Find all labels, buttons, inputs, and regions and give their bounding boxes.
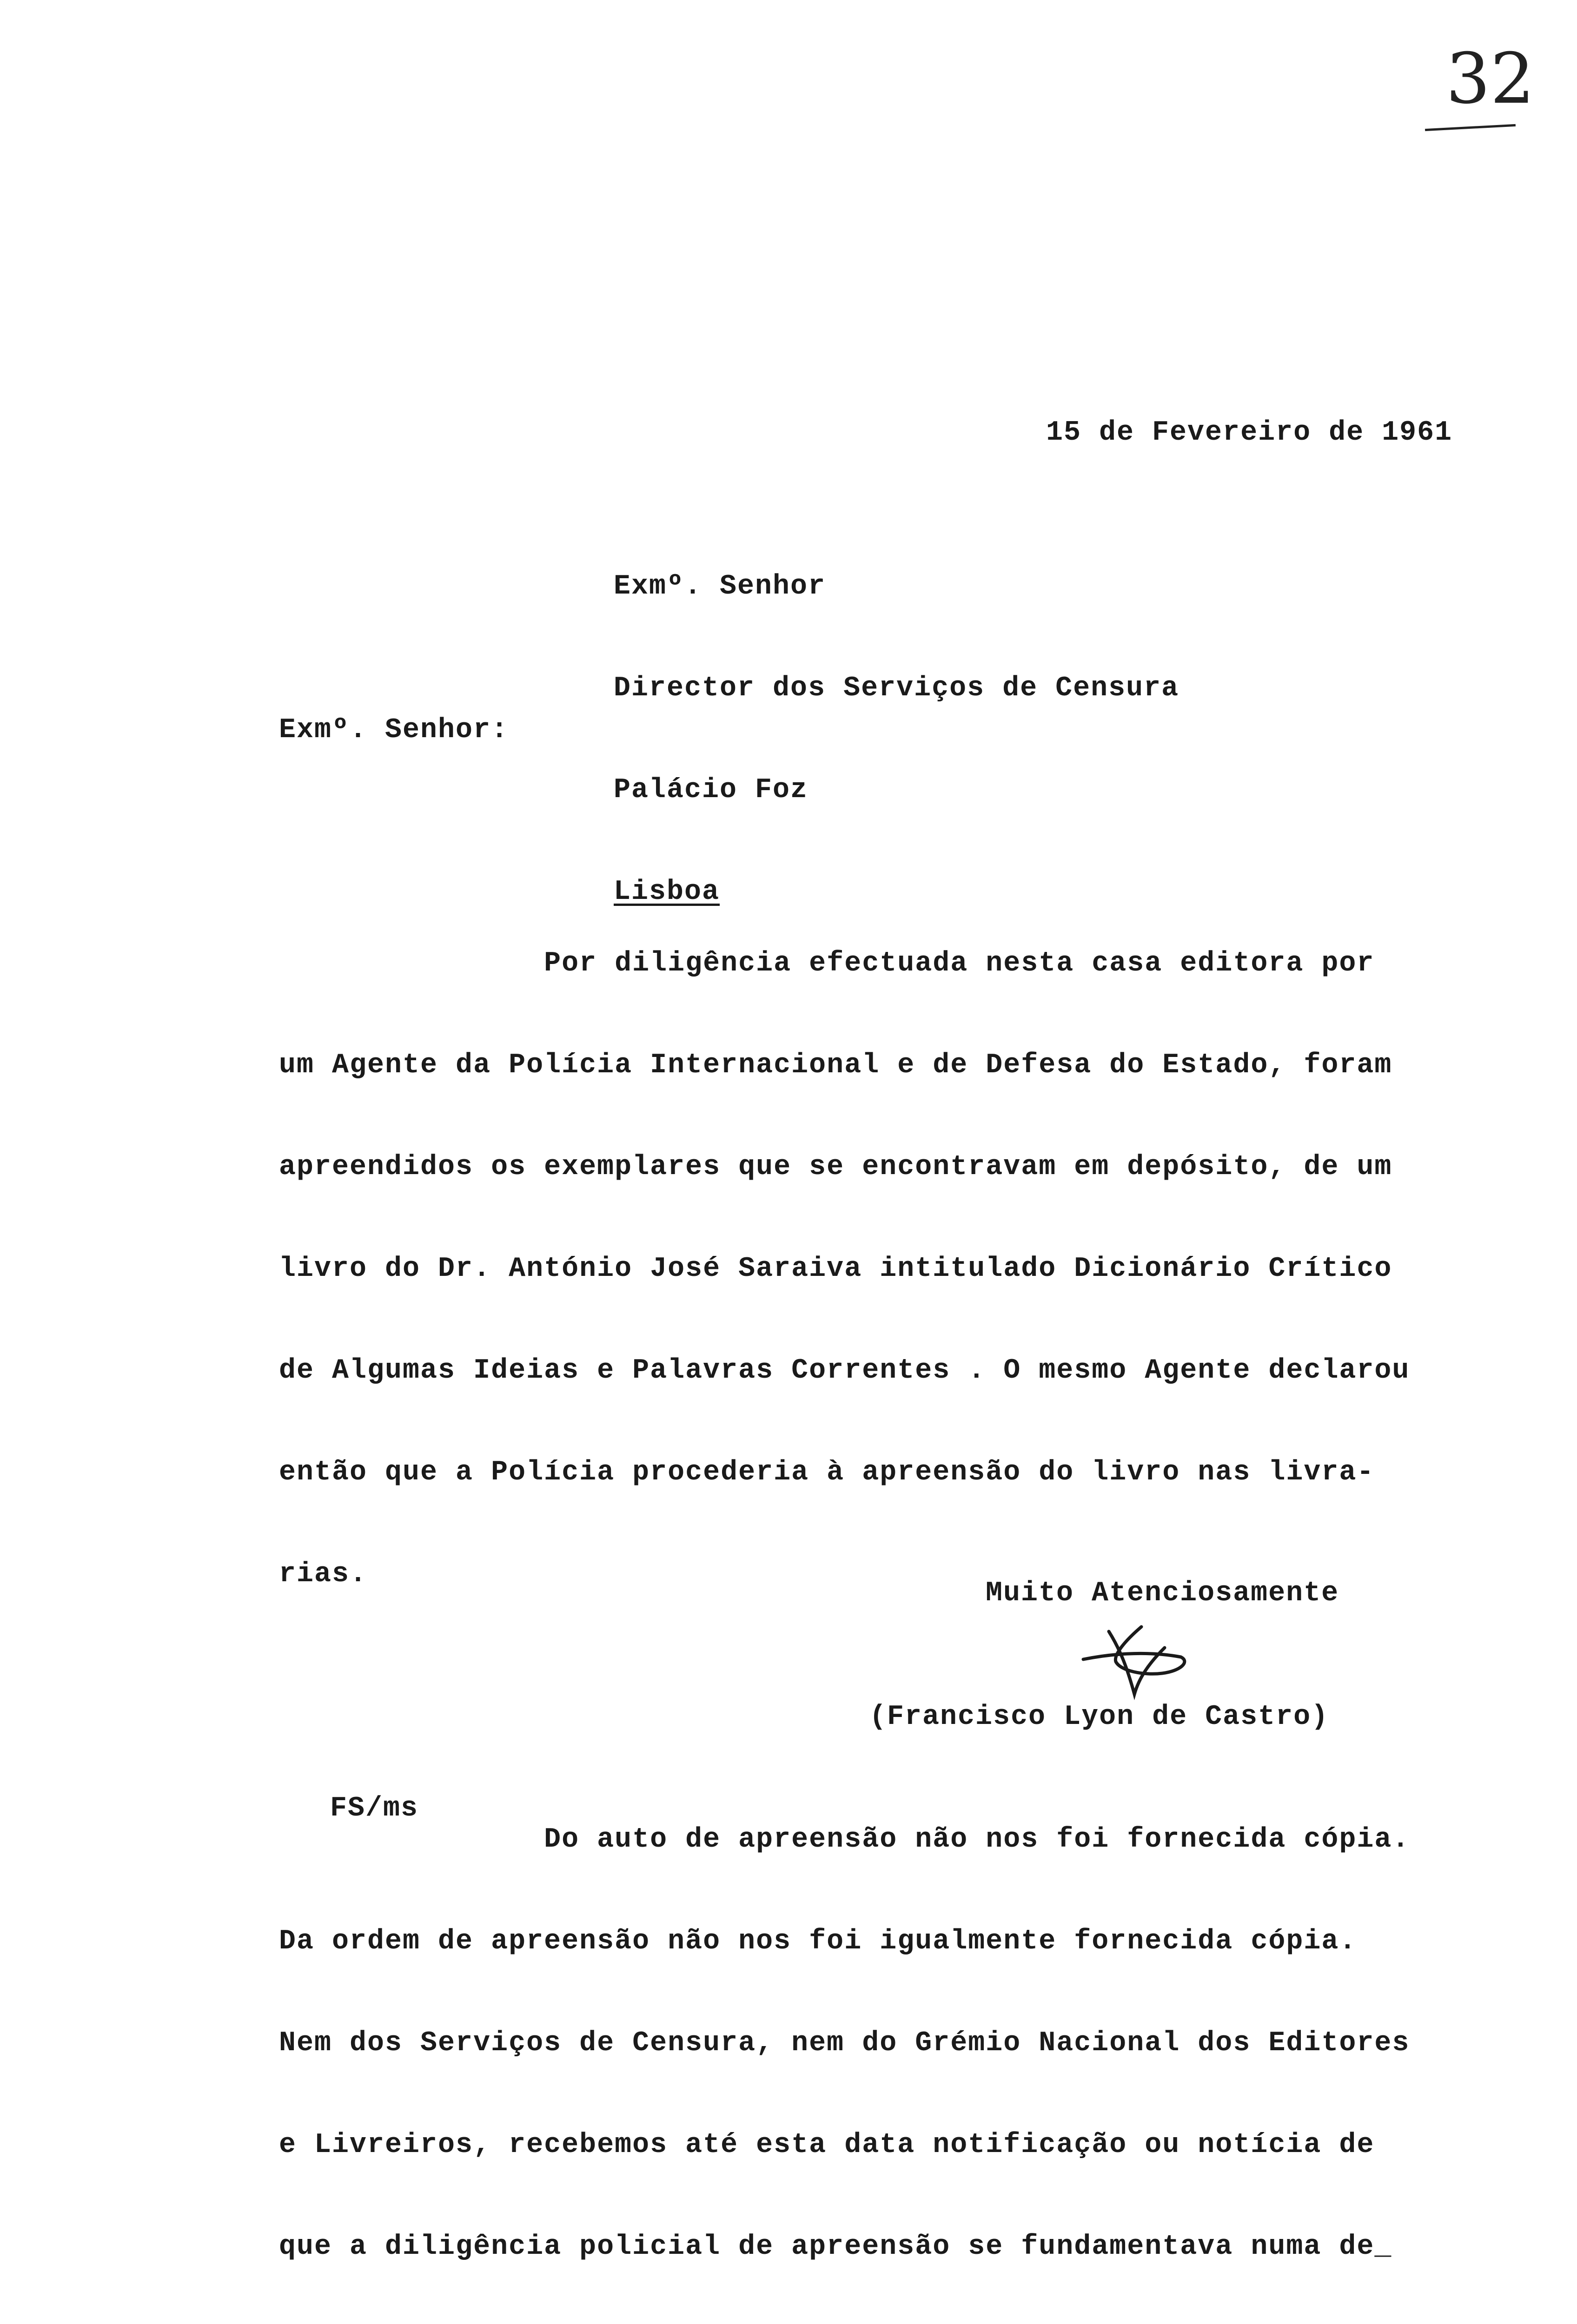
body-line: então que a Polícia procederia à apreensão do livro nas livra- xyxy=(279,1457,1375,1488)
addressee-position: Director dos Serviços de Censura xyxy=(614,673,1179,704)
letter-body xyxy=(279,811,1469,2324)
addressee-city: Lisboa xyxy=(614,876,720,908)
signature-loop-stroke xyxy=(1083,1627,1185,1674)
body-line: e Livreiros, recebemos até esta data notificação ou notícia de xyxy=(279,2129,1375,2161)
typist-reference: FS/ms xyxy=(330,1793,419,1824)
addressee-title: Exmº. Senhor xyxy=(614,571,826,602)
page-number: 32 xyxy=(1446,39,1535,119)
letter-date: 15 de Fevereiro de 1961 xyxy=(1046,417,1453,449)
paragraph-no-notification xyxy=(279,1755,1469,2324)
salutation: Exmº. Senhor: xyxy=(279,714,509,746)
body-line: apreendidos os exemplares que se encontravam em depósito, de um xyxy=(279,1151,1392,1183)
body-line: um Agente da Polícia Internacional e de Defesa do Estado, foram xyxy=(279,1050,1392,1081)
body-line: Por diligência efectuada nesta casa editora por xyxy=(279,948,1375,979)
body-line: livro do Dr. António José Saraiva intitulado Dicionário Crítico xyxy=(279,1253,1392,1285)
body-line: Do auto de apreensão não nos foi fornecida cópia. xyxy=(279,1824,1410,1855)
body-line: Da ordem de apreensão não nos foi igualmente fornecida cópia. xyxy=(279,1926,1357,1957)
addressee-building: Palácio Foz xyxy=(614,774,808,806)
handwritten-signature xyxy=(1065,1613,1199,1701)
body-line: Nem dos Serviços de Censura, nem do Grémio Nacional dos Editores xyxy=(279,2027,1410,2059)
page-number-underline xyxy=(1425,124,1516,131)
paragraph-seizure-report xyxy=(279,879,1469,1659)
signatory-name: (Francisco Lyon de Castro) xyxy=(869,1701,1329,1733)
body-line: de Algumas Ideias e Palavras Correntes . O mesmo Agente declarou xyxy=(279,1355,1410,1386)
body-line: que a diligência policial de apreensão se fundamentava numa de_ xyxy=(279,2231,1392,2263)
body-line: rias. xyxy=(279,1558,368,1590)
closing-phrase: Muito Atenciosamente xyxy=(986,1578,1339,1609)
